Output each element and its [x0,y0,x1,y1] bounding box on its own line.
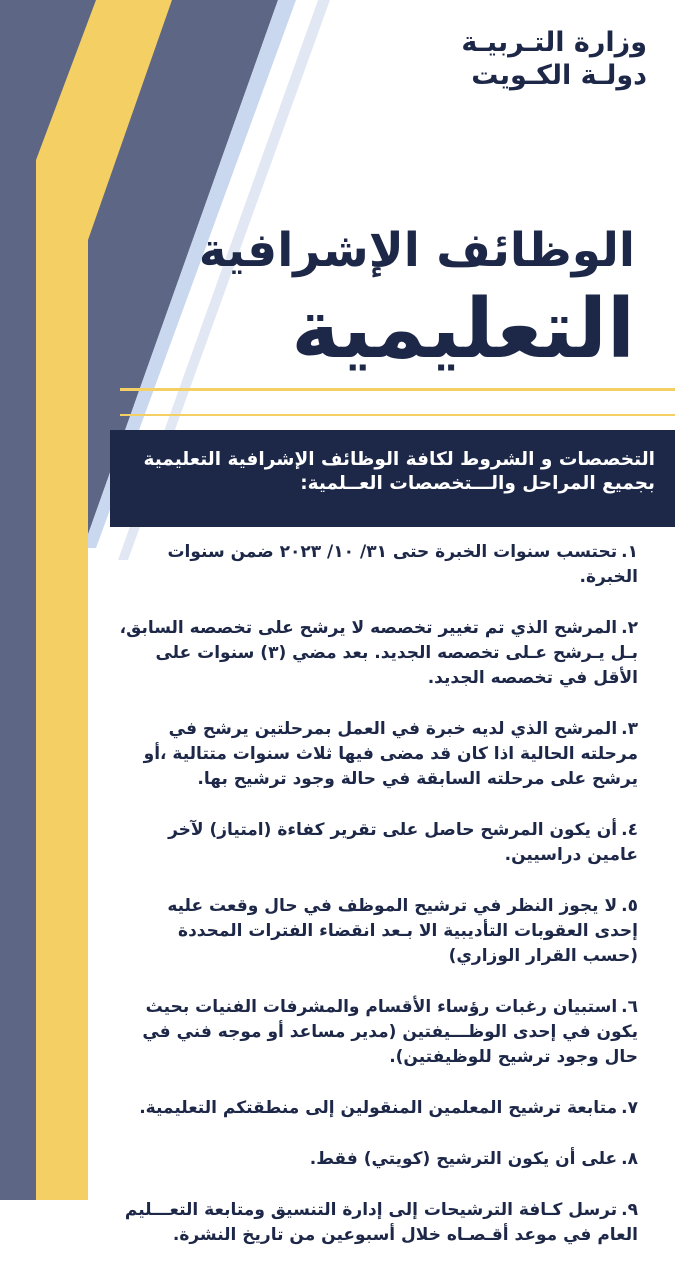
condition-text: ترسل كـافة الترشيحات إلى إدارة التنسيق ومتابعة التعـــليم العام في موعد أقـصـاه خلال أسبوعين من تاريخ النشرة. [124,1200,638,1245]
section-banner [110,430,675,527]
divider-top [120,388,675,391]
condition-item [118,540,638,590]
condition-number: ٧. [621,1098,638,1118]
condition-item [118,616,638,691]
country-name: دولـة الكـويت [471,60,647,91]
condition-text: أن يكون المرشح حاصل على تقرير كفاءة (امتياز) لآخر عامين دراسيين. [168,820,638,865]
condition-text: لا يجوز النظر في ترشيح الموظف في حال وقعت عليه إحدى العقوبات التأديبية الا بـعد انقضاء الفترات المحددة (حسب القرار الوزاري) [167,896,638,966]
page-title [175,222,635,380]
condition-number: ٥. [621,896,638,916]
condition-item [118,1147,638,1172]
condition-number: ٨. [621,1149,638,1169]
condition-item [118,1198,638,1248]
ministry-header [387,26,647,92]
condition-text: متابعة ترشيح المعلمين المنقولين إلى منطقتكم التعليمية. [139,1098,618,1118]
banner-line-1: التخصصات و الشروط لكافة الوظائف الإشرافية التعليمية [143,449,655,470]
title-line-1: الوظائف الإشرافية [198,223,635,278]
condition-text: المرشح الذي تم تغيير تخصصه لا يرشح على تخصصه السابق، بـل يـرشح عـلى تخصصه الجديد. بعد مضي (٣) سنوات على الأقل في تخصصه الجديد. [119,618,638,688]
conditions-list [118,540,638,1274]
condition-number: ٣. [621,719,638,739]
condition-text: تحتسب سنوات الخبرة حتى ٣١/ ١٠/ ٢٠٢٣ ضمن سنوات الخبرة. [167,542,638,587]
condition-number: ٤. [621,820,638,840]
condition-number: ٢. [621,618,638,638]
condition-item [118,818,638,868]
ministry-name: وزارة التـربيـة [461,27,647,58]
condition-number: ٦. [621,997,638,1017]
condition-item [118,894,638,969]
condition-text: المرشح الذي لديه خبرة في العمل بمرحلتين يرشح في مرحلته الحالية اذا كان قد مضى فيها ثلاث سنوات متتالية ،أو يرشح على مرحلته السابقة في حالة وجود ترشيح بها. [143,719,638,789]
condition-text: على أن يكون الترشيح (كويتي) فقط. [309,1149,618,1169]
condition-number: ١. [621,542,638,562]
title-line-2: التعليمية [291,282,635,377]
divider-bottom [120,414,675,416]
banner-line-2: بجميع المراحل والـــتخصصات العــلمية: [300,473,655,494]
condition-text: استبيان رغبات رؤساء الأقسام والمشرفات الفنيات بحيث يكون في إحدى الوظـــيفتين (مدير مساعد أو موجه فني في حال وجود ترشيح للوظيفتين). [142,997,638,1067]
condition-number: ٩. [621,1200,638,1220]
condition-item [118,1096,638,1121]
condition-item [118,717,638,792]
condition-item [118,995,638,1070]
